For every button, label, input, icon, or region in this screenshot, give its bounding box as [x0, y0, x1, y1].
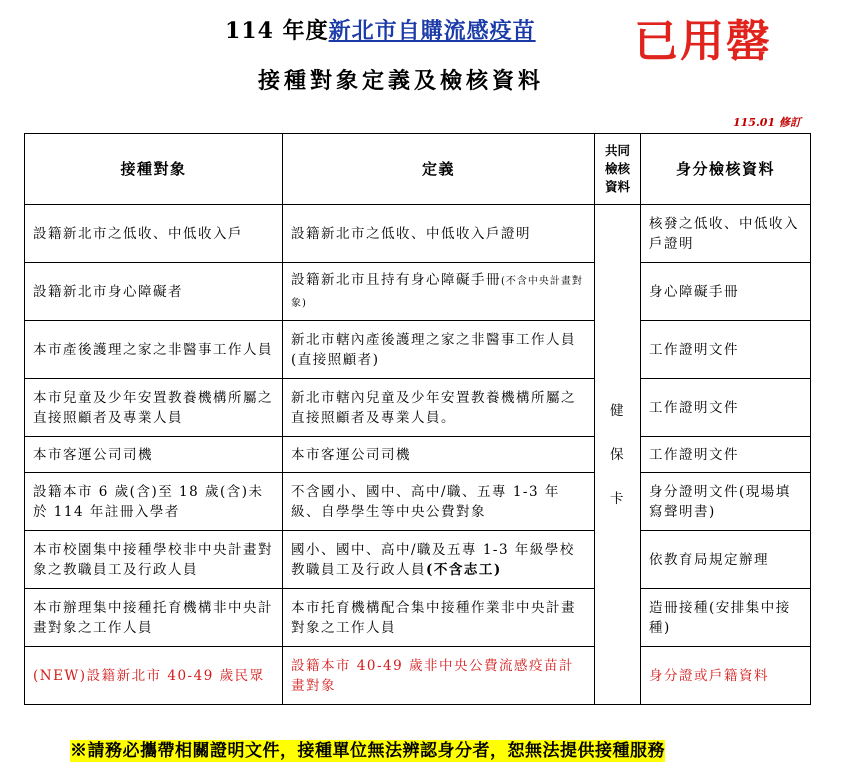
- cell-definition: [283, 473, 595, 531]
- table-row: [25, 263, 811, 321]
- common-check-stack: [603, 401, 632, 509]
- cell-definition-text: 國小、國中、高中/職及五專 1-3 年級學校教職員工及行政人員: [291, 541, 575, 578]
- cell-id-check: 依教育局規定辦理: [641, 531, 811, 589]
- cell-definition-text: 新北市轄內兒童及少年安置教養機構所屬之直接照顧者及專業人員。: [291, 389, 576, 426]
- cell-definition-text: 本市客運公司司機: [291, 446, 411, 463]
- cell-definition: [283, 589, 595, 647]
- cell-definition: [283, 531, 595, 589]
- table-row: [25, 647, 811, 705]
- revision-note: 115.01 修訂: [733, 116, 801, 129]
- table-row: [25, 589, 811, 647]
- cell-target: 本市兒童及少年安置教養機構所屬之直接照顧者及專業人員: [25, 379, 283, 437]
- cell-target: 設籍本市 6 歲(含)至 18 歲(含)未於 114 年註冊入學者: [25, 473, 283, 531]
- eligibility-table: [24, 133, 811, 705]
- table-row: [25, 205, 811, 263]
- col-header-target: 接種對象: [25, 134, 283, 205]
- cell-definition-text: 設籍新北市之低收、中低收入戶證明: [291, 225, 531, 242]
- table-row: [25, 379, 811, 437]
- cell-definition: [283, 437, 595, 473]
- col-header-definition: 定義: [283, 134, 595, 205]
- col-header-common: [595, 134, 641, 205]
- cell-id-check: 工作證明文件: [641, 379, 811, 437]
- title-highlight: 新北市自購流感疫苗: [328, 18, 536, 44]
- title-prefix: 114 年度: [225, 18, 329, 44]
- cell-definition: [283, 205, 595, 263]
- table-header-row: [25, 134, 811, 205]
- cell-definition: [283, 263, 595, 321]
- cell-id-check: 工作證明文件: [641, 321, 811, 379]
- cell-definition-emphasis: (不含志工): [426, 561, 502, 578]
- cell-id-check: 身分證明文件(現場填寫聲明書): [641, 473, 811, 531]
- cell-target: 本市產後護理之家之非醫事工作人員: [25, 321, 283, 379]
- cell-definition-text: 不含國小、國中、高中/職、五專 1-3 年級、自學學生等中央公費對象: [291, 483, 560, 520]
- cell-common-check: [595, 205, 641, 705]
- common-check-char: 卡: [610, 490, 625, 507]
- cell-target: 本市校園集中接種學校非中央計畫對象之教職員工及行政人員: [25, 531, 283, 589]
- cell-definition-note: (不含中央計畫對象): [291, 275, 583, 309]
- status-stamp: 已用罄: [634, 16, 772, 67]
- common-check-char: 保: [610, 446, 625, 463]
- cell-target: (NEW)設籍新北市 40-49 歲民眾: [25, 647, 283, 705]
- cell-id-check: 核發之低收、中低收入戶證明: [641, 205, 811, 263]
- cell-id-check: 工作證明文件: [641, 437, 811, 473]
- cell-target: 設籍新北市之低收、中低收入戶: [25, 205, 283, 263]
- table-row: [25, 473, 811, 531]
- page-subtitle: 接種對象定義及檢核資料: [258, 68, 545, 94]
- cell-definition: [283, 321, 595, 379]
- cell-id-check: 身分證或戶籍資料: [641, 647, 811, 705]
- cell-id-check: 身心障礙手冊: [641, 263, 811, 321]
- table-row: [25, 437, 811, 473]
- table-row: [25, 321, 811, 379]
- cell-target: 本市客運公司司機: [25, 437, 283, 473]
- cell-definition: [283, 379, 595, 437]
- cell-definition-text: 設籍新北市且持有身心障礙手冊: [291, 271, 501, 288]
- cell-definition-text: 新北市轄內產後護理之家之非醫事工作人員(直接照顧者): [291, 331, 576, 368]
- col-header-id-check: 身分檢核資料: [641, 134, 811, 205]
- cell-target: 本市辦理集中接種托育機構非中央計畫對象之工作人員: [25, 589, 283, 647]
- common-check-char: 健: [610, 402, 625, 419]
- cell-definition-text: 設籍本市 40-49 歲非中央公費流感疫苗計畫對象: [291, 657, 575, 694]
- cell-definition-text: 本市托育機構配合集中接種作業非中央計畫對象之工作人員: [291, 599, 576, 636]
- notice-banner: ※請務必攜帶相關證明文件，接種單位無法辨認身分者，恕無法提供接種服務: [70, 741, 665, 761]
- table-row: [25, 531, 811, 589]
- cell-target: 設籍新北市身心障礙者: [25, 263, 283, 321]
- cell-id-check: 造冊接種(安排集中接種): [641, 589, 811, 647]
- col-header-common-text: 共同 檢核 資料: [604, 143, 630, 194]
- cell-definition: [283, 647, 595, 705]
